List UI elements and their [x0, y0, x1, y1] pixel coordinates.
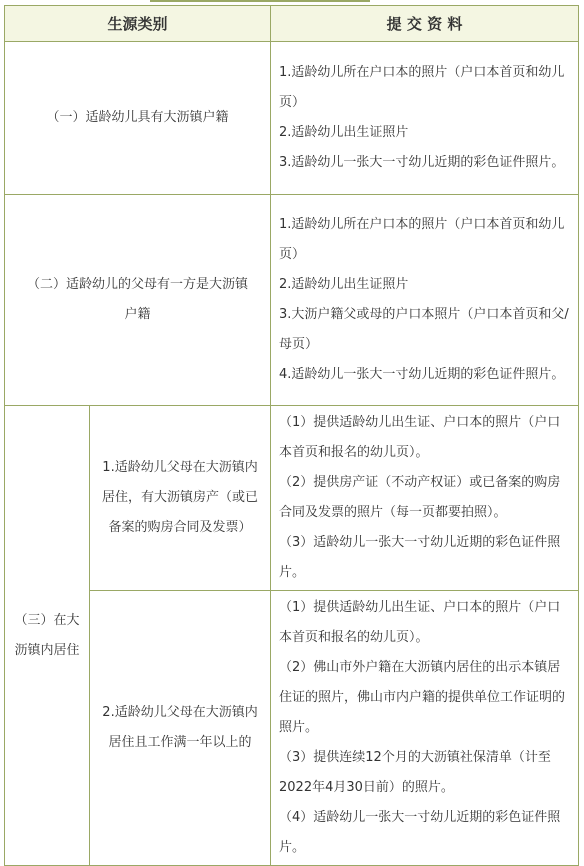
materials-cell [271, 42, 579, 195]
material-item: 3.大沥户籍父或母的户口本照片（户口本首页和父/母页） [279, 307, 569, 352]
top-rule [150, 0, 370, 2]
category-cell: （一）适龄幼儿具有大沥镇户籍 [5, 42, 271, 195]
material-item: 2.适龄幼儿出生证照片 [279, 277, 409, 292]
materials-cell [271, 195, 579, 406]
subcategory-cell: 2.适龄幼儿父母在大沥镇内居住且工作满一年以上的 [90, 591, 271, 866]
material-item: （1）提供适龄幼儿出生证、户口本的照片（户口本首页和报名的幼儿页）。 [279, 415, 561, 460]
header-category: 生源类别 [5, 6, 271, 42]
table-row [5, 195, 579, 406]
material-item: （3）提供连续12个月的大沥镇社保清单（计至2022年4月30日前）的照片。 [279, 750, 551, 795]
materials-cell [271, 591, 579, 866]
material-item: 1.适龄幼儿所在户口本的照片（户口本首页和幼儿页） [279, 217, 565, 262]
material-item: （1）提供适龄幼儿出生证、户口本的照片（户口本首页和报名的幼儿页）。 [279, 600, 561, 645]
category-cell: （三）在大沥镇内居住 [5, 406, 90, 866]
table-row [5, 42, 579, 195]
table-row [5, 406, 579, 591]
materials-cell [271, 406, 579, 591]
material-item: 4.适龄幼儿一张大一寸幼儿近期的彩色证件照片。 [279, 367, 565, 382]
material-item: （2）佛山市外户籍在大沥镇内居住的出示本镇居住证的照片，佛山市内户籍的提供单位工作证明的照片。 [279, 660, 566, 735]
material-item: 2.适龄幼儿出生证照片 [279, 125, 409, 140]
material-item: 3.适龄幼儿一张大一寸幼儿近期的彩色证件照片。 [279, 155, 565, 170]
material-item: 1.适龄幼儿所在户口本的照片（户口本首页和幼儿页） [279, 65, 565, 110]
subcategory-cell: 1.适龄幼儿父母在大沥镇内居住，有大沥镇房产（或已备案的购房合同及发票） [90, 406, 271, 591]
table-row [5, 591, 579, 866]
material-item: （4）适龄幼儿一张大一寸幼儿近期的彩色证件照片。 [279, 810, 561, 855]
table-header-row [5, 6, 579, 42]
material-item: （3）适龄幼儿一张大一寸幼儿近期的彩色证件照片。 [279, 535, 561, 580]
header-materials: 提 交 资 料 [271, 6, 579, 42]
material-item: （2）提供房产证（不动产权证）或已备案的购房合同及发票的照片（每一页都要拍照）。 [279, 475, 561, 520]
category-cell: （二）适龄幼儿的父母有一方是大沥镇户籍 [5, 195, 271, 406]
enrollment-materials-table [4, 5, 579, 866]
